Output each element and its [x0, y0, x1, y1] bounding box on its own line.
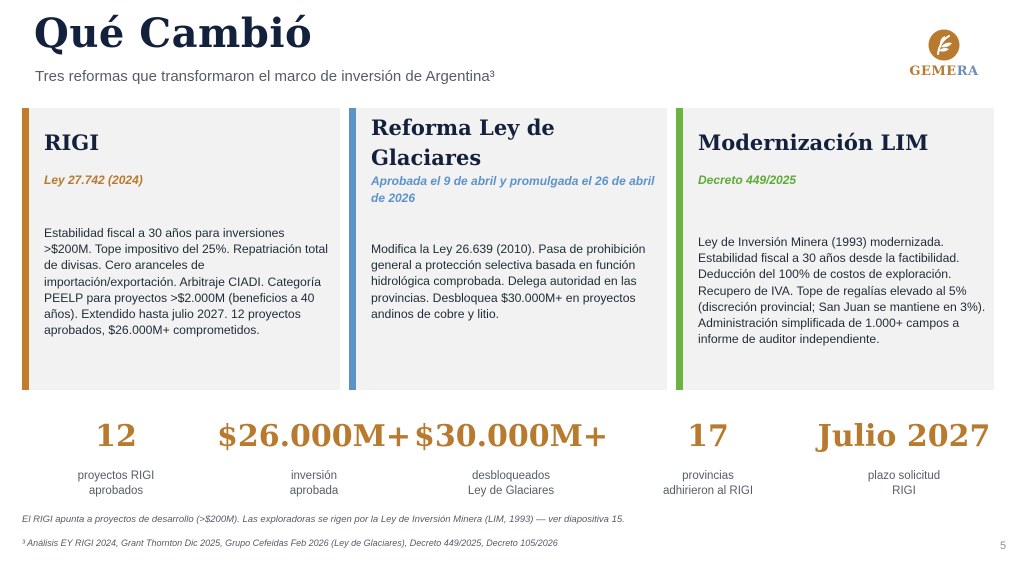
- stat-label: proyectos RIGI aprobados: [77, 470, 155, 497]
- card-body: Modifica la Ley 26.639 (2010). Pasa de prohibición general a protección selectiva basada en función hidrológica comprobada. Delega autoridad en las provincias. Desbloquea $30.000M+ en proyectos andinos de cobre y litio.: [371, 242, 646, 321]
- card-title: Modernización LIM: [698, 130, 929, 155]
- card-body: Estabilidad fiscal a 30 años para inversiones >$200M. Tope impositivo del 25%. Repatriación total de divisas. Cero aranceles de importación/exportación. Arbitraje CIADI. Categoría PEELP para proyectos >$2.000M (beneficios a 40 años). Extendido hasta julio 2027. 12 proyectos aprobados, $26.000M+ comprometidos.: [44, 226, 328, 338]
- card-glaciares: [349, 108, 667, 390]
- stat-label: desbloqueados Ley de Glaciares: [467, 470, 555, 497]
- logo-wordmark: GEMERA: [909, 64, 979, 79]
- stat-provinces: [608, 418, 808, 499]
- card-body: Ley de Inversión Minera (1993) modernizada. Estabilidad fiscal a 30 años desde la factibilidad. Deducción del 100% de costos de exploración. Recupero de IVA. Tope de regalías elevado al 5% (discreción provincial; San Juan se mantiene en 3%). Administración simplificada de 1.000+ campos a informe de auditor independiente.: [698, 235, 986, 347]
- card-subtitle: Aprobada el 9 de abril y promulgada el 26 de abril de 2026: [371, 174, 655, 205]
- page-title: Qué Cambió: [34, 10, 313, 57]
- stat-value: $26.000M+: [216, 419, 412, 454]
- card-title: RIGI: [44, 130, 100, 155]
- stat-deadline: [804, 418, 1004, 499]
- stat-value: $30.000M+: [413, 419, 609, 454]
- card-title: Reforma Ley de Glaciares: [371, 115, 555, 170]
- gemera-logo: [905, 28, 983, 84]
- card-subtitle: Decreto 449/2025: [698, 173, 797, 187]
- stat-value: 17: [687, 419, 729, 454]
- card-rigi: [22, 108, 340, 390]
- page-subtitle: Tres reformas que transformaron el marco de inversión de Argentina³: [35, 68, 495, 85]
- card-subtitle: Ley 27.742 (2024): [44, 173, 143, 187]
- stat-investment: [214, 418, 414, 499]
- stat-label: plazo solicitud RIGI: [867, 470, 941, 497]
- stat-rigi-projects: [16, 418, 216, 499]
- stat-value: 12: [95, 419, 137, 454]
- stat-label: inversión aprobada: [289, 470, 339, 497]
- stat-unlocked: [411, 418, 611, 499]
- stat-label: provincias adhirieron al RIGI: [662, 470, 754, 497]
- footnote: El RIGI apunta a proyectos de desarrollo (>$200M). Las exploradoras se rigen por la Ley de Inversión Minera (LIM, 1993) — ver diapositiva 15.: [22, 514, 625, 525]
- source-citation: ³ Análisis EY RIGI 2024, Grant Thornton Dic 2025, Grupo Cefeidas Feb 2026 (Ley de Glaciares), Decreto 449/2025, Decreto 105/2026: [22, 538, 558, 548]
- page-number: 5: [1000, 540, 1007, 552]
- card-lim: [676, 108, 994, 390]
- gemera-leaf-icon: [927, 28, 961, 62]
- stat-value: Julio 2027: [817, 419, 991, 454]
